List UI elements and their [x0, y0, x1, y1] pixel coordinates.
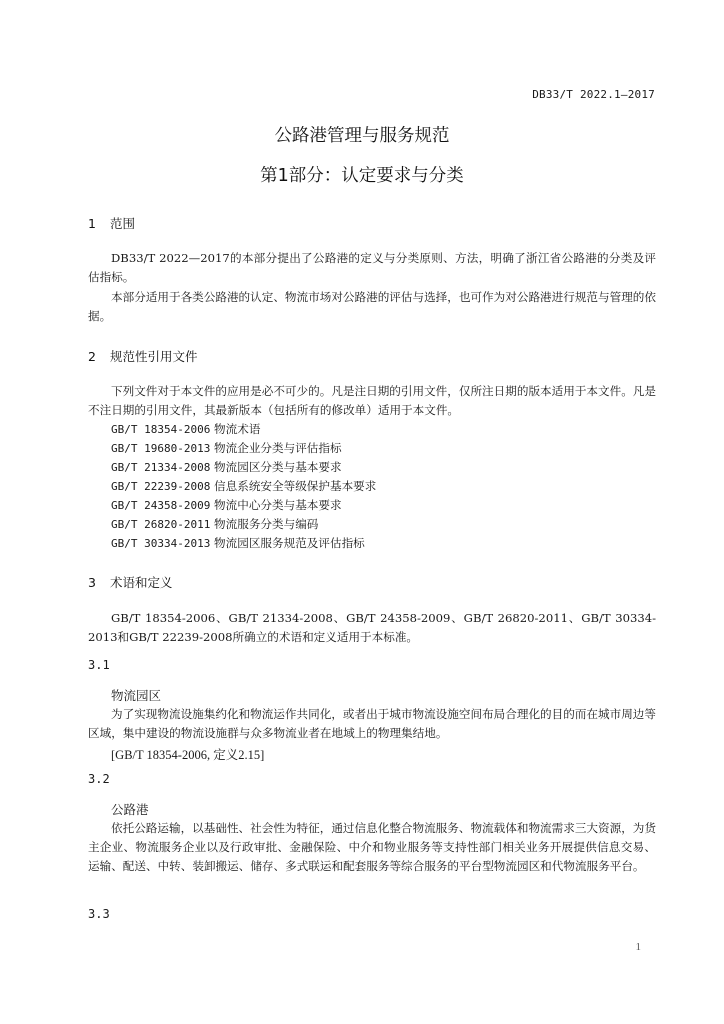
term-number: 3.2 [88, 772, 110, 786]
reference-item [111, 439, 342, 458]
reference-item [111, 496, 342, 515]
section-1-heading [88, 214, 135, 232]
reference-code: GB/T 24358-2009 [111, 499, 211, 512]
reference-item [111, 420, 260, 439]
reference-code: GB/T 19680-2013 [111, 442, 211, 455]
reference-code: GB/T 21334-2008 [111, 461, 211, 474]
section-2-heading [88, 347, 198, 365]
document-title: 公路港管理与服务规范 [274, 126, 450, 146]
term-name: 物流园区 [111, 688, 162, 703]
reference-title: 物流服务分类与编码 [214, 517, 319, 531]
section-number: 3 [88, 575, 96, 590]
section-3-intro: GB/T 18354-2006、GB/T 21334-2008、GB/T 24358-2009、GB/T 26820-2011、GB/T 30334-2013和GB/T 22239-2008所确立的术语和定义适用于本标准。 [88, 611, 656, 644]
term-source: [GB/T 18354-2006, 定义2.15] [111, 748, 265, 762]
reference-item [111, 534, 365, 553]
reference-code: GB/T 30334-2013 [111, 537, 211, 550]
term-definition: 为了实现物流设施集约化和物流运作共同化，或者出于城市物流设施空间布局合理化的目的而在城市周边等区域，集中建设的物流设施群与众多物流业者在地域上的物理集结地。 [88, 707, 656, 740]
section-number: 2 [88, 349, 96, 364]
reference-item [111, 477, 376, 496]
document-code: DB33/T 2022.1—2017 [532, 88, 655, 101]
term-name: 公路港 [111, 802, 149, 817]
page-number: 1 [635, 941, 641, 953]
reference-title: 物流园区分类与基本要求 [214, 460, 342, 474]
section-title: 术语和定义 [110, 575, 173, 590]
reference-title: 物流术语 [214, 422, 261, 436]
reference-code: GB/T 22239-2008 [111, 480, 211, 493]
term-definition: 依托公路运输，以基础性、社会性为特征，通过信息化整合物流服务、物流载体和物流需求三大资源，为货主企业、物流服务企业以及行政审批、金融保险、中介和物业服务等支持性部门相关业务开展提供信息交易、运输、配送、中转、装卸搬运、储存、多式联运和配套服务等综合服务的平台型物流园区和代物流服务平台。 [88, 821, 656, 873]
reference-code: GB/T 26820-2011 [111, 518, 211, 531]
reference-code: GB/T 18354-2006 [111, 423, 211, 436]
reference-title: 物流园区服务规范及评估指标 [214, 536, 365, 550]
section-2-intro: 下列文件对于本文件的应用是必不可少的。凡是注日期的引用文件，仅所注日期的版本适用于本文件。凡是不注日期的引用文件，其最新版本（包括所有的修改单）适用于本文件。 [88, 384, 656, 417]
section-3-heading [88, 573, 173, 591]
section-number: 1 [88, 216, 96, 231]
section-title: 规范性引用文件 [110, 349, 198, 364]
reference-title: 物流企业分类与评估指标 [214, 441, 342, 455]
reference-title: 物流中心分类与基本要求 [214, 498, 342, 512]
reference-item [111, 515, 318, 534]
document-subtitle: 第1部分：认定要求与分类 [260, 166, 464, 186]
reference-title: 信息系统安全等级保护基本要求 [214, 479, 377, 493]
reference-item [111, 458, 342, 477]
section-1-paragraph-2: 本部分适用于各类公路港的认定、物流市场对公路港的评估与选择，也可作为对公路港进行规范与管理的依据。 [88, 290, 656, 323]
term-number: 3.1 [88, 658, 110, 672]
section-1-paragraph-1: DB33/T 2022—2017的本部分提出了公路港的定义与分类原则、方法，明确了浙江省公路港的分类及评估指标。 [88, 251, 656, 284]
term-number: 3.3 [88, 907, 110, 921]
section-title: 范围 [110, 216, 136, 231]
